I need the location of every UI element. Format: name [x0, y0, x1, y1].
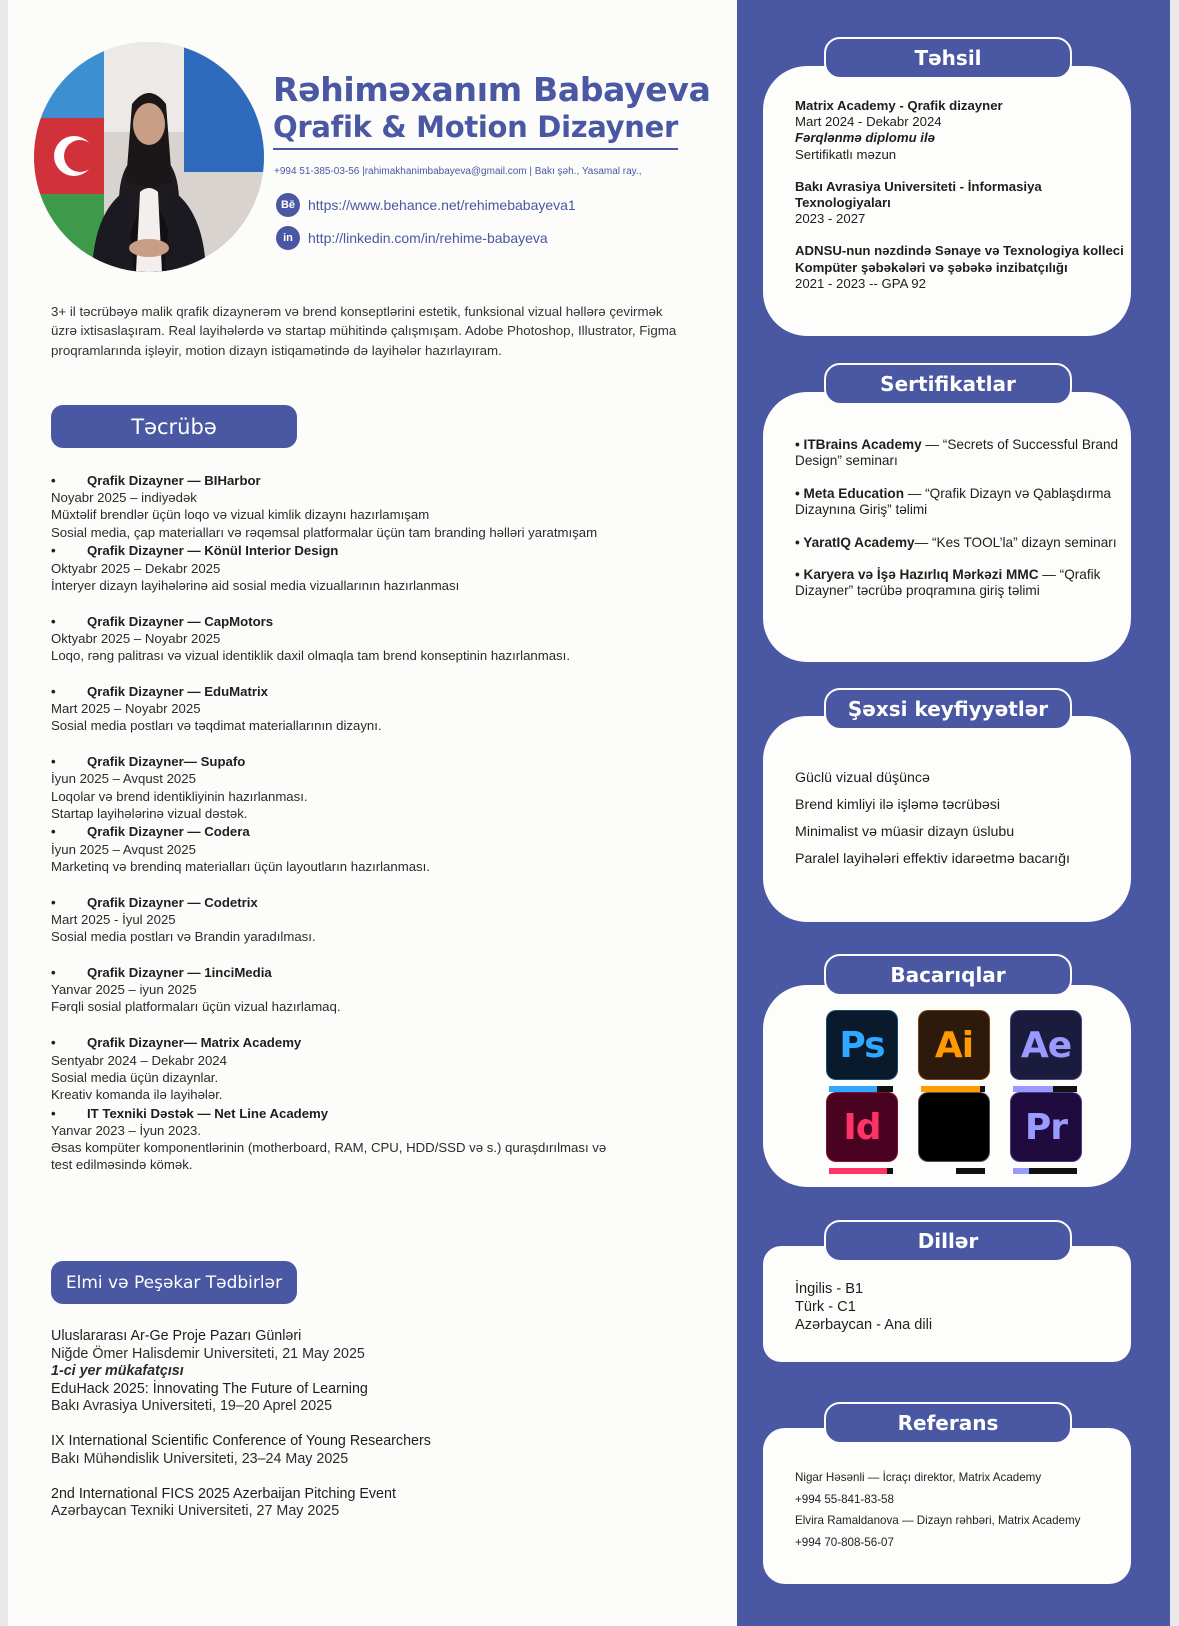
experience-description: Sosial media üçün dizaynlar. — [51, 1069, 219, 1085]
event-item — [51, 1381, 691, 1434]
experience-title — [51, 894, 721, 911]
behance-link-row — [276, 192, 576, 218]
event-place: Niğde Ömer Halisdemir Universiteti, 21 May 2025 — [51, 1345, 365, 1362]
event-item — [51, 1486, 691, 1539]
experience-date: Noyabr 2025 – indiyədək — [51, 490, 197, 506]
quality-item: Brend kimliyi ilə işləmə təcrübəsi — [795, 797, 1000, 813]
experience-title — [51, 823, 721, 840]
reference-line: +994 70-808-56-07 — [795, 1535, 894, 1549]
certificate-org: YaratIQ Academy — [803, 534, 915, 550]
experience-item — [51, 964, 721, 1034]
experience-description: Əsas kompüter komponentlərinin (motherboard, RAM, CPU, HDD/SSD və s.) quraşdırılması və — [51, 1140, 607, 1156]
indesign-icon — [826, 1092, 896, 1162]
experience-item — [51, 613, 721, 683]
experience-title — [51, 683, 721, 700]
experience-description: test edilməsində kömək. — [51, 1157, 193, 1173]
education-honor: Fərqlənmə diplomu ilə — [795, 130, 935, 146]
experience-role: Qrafik Dizayner — CapMotors — [87, 613, 274, 629]
bullet-icon: • — [51, 613, 56, 629]
experience-date: Mart 2025 – Noyabr 2025 — [51, 701, 201, 717]
experience-item — [51, 1034, 721, 1104]
experience-description: Loqolar və brend identikliyinin hazırlanması. — [51, 788, 308, 804]
language-item: Azərbaycan - Ana dili — [795, 1317, 933, 1333]
bullet-icon: • — [51, 543, 56, 559]
education-heading: Təhsil — [824, 37, 1072, 79]
figma-icon-tile — [918, 1092, 990, 1162]
event-name: 2nd International FICS 2025 Azerbaijan Pitching Event — [51, 1485, 396, 1502]
references-heading: Referans — [824, 1402, 1072, 1444]
education-list — [795, 98, 1125, 308]
bullet-icon: • — [51, 824, 56, 840]
quality-item: Minimalist və müasir dizayn üslubu — [795, 824, 1015, 840]
experience-description: Loqo, rəng palitrası və vizual identiklik daxil olmaqla tam brend konseptinin hazırlanması. — [51, 648, 570, 663]
experience-item — [51, 683, 721, 753]
event-award: 1-ci yer mükafatçısı — [51, 1363, 184, 1379]
certificate-item — [795, 567, 1125, 600]
certificate-item — [795, 535, 1125, 551]
illustrator-icon-tile: Ai — [918, 1010, 990, 1080]
experience-item — [51, 472, 721, 542]
experience-date: Oktyabr 2025 – Noyabr 2025 — [51, 630, 221, 646]
education-title: Matrix Academy - Qrafik dizayner — [795, 98, 1003, 113]
event-place: Bakı Mühəndislik Universiteti, 23–24 May 2025 — [51, 1450, 349, 1467]
experience-date: Oktyabr 2025 – Dekabr 2025 — [51, 560, 221, 576]
experience-list — [51, 472, 721, 1175]
education-date: 2021 - 2023 -- GPA 92 — [795, 275, 926, 291]
job-title: Qrafik & Motion Dizayner — [273, 110, 678, 150]
event-item — [51, 1328, 691, 1381]
photoshop-icon-tile: Ps — [826, 1010, 898, 1080]
indesign-icon-tile: Id — [826, 1092, 898, 1162]
certificate-item — [795, 437, 1125, 470]
experience-role: Qrafik Dizayner — 1inciMedia — [87, 965, 272, 981]
education-date: Mart 2024 - Dekabr 2024 — [795, 114, 942, 130]
event-item — [51, 1433, 691, 1486]
experience-title — [51, 1105, 721, 1122]
experience-heading: Təcrübə — [51, 405, 297, 448]
certificate-text: — “Secrets of Successful Brand Design” seminarı — [795, 437, 1119, 469]
bullet-icon: • — [51, 965, 56, 981]
skill-level-bar — [921, 1168, 985, 1174]
skills-heading: Bacarıqlar — [824, 954, 1072, 996]
event-place: Bakı Avrasiya Universiteti, 19–20 Aprel 2025 — [51, 1398, 333, 1415]
experience-description: Marketinq və brendinq materialları üçün layoutların hazırlanması. — [51, 858, 430, 874]
contact-info: +994 51-385-03-56 |rahimakhanimbabayeva@gmail.com | Bakı şəh., Yasamal ray., — [274, 166, 642, 177]
bullet-icon: • — [795, 567, 804, 583]
language-item: Türk - C1 — [795, 1299, 856, 1315]
certificate-text: — “Qrafik Dizayner” təcrübə proqramına giriş təlimi — [795, 567, 1101, 599]
bullet-icon: • — [795, 437, 804, 452]
photoshop-icon — [826, 1010, 896, 1080]
premiere-icon — [1010, 1092, 1080, 1162]
bullet-icon: • — [51, 1035, 56, 1051]
event-place: Azərbaycan Texniki Universiteti, 27 May 2025 — [51, 1503, 340, 1520]
skill-level-rest — [1029, 1168, 1077, 1174]
certificate-text: — “Qrafik Dizayn və Qablaşdırma Dizaynına Giriş” təlimi — [795, 485, 1111, 518]
experience-title — [51, 613, 721, 630]
full-name: Rəhiməxanım Babayeva — [273, 70, 711, 109]
experience-description: Sosial media postları və Brandin yaradılması. — [51, 929, 316, 945]
certificates-heading: Sertifikatlar — [824, 363, 1072, 405]
skill-level-rest — [956, 1168, 985, 1174]
quality-item: Güclü vizual düşüncə — [795, 770, 930, 786]
illustrator-icon — [918, 1010, 988, 1080]
reference-line: Elvira Ramaldanova — Dizayn rəhbəri, Matrix Academy — [795, 1514, 1081, 1527]
bullet-icon: • — [51, 894, 56, 910]
skill-level-fill — [1013, 1168, 1029, 1174]
experience-description: Sosial media postları və təqdimat materiallarının dizaynı. — [51, 718, 382, 734]
bullet-icon: • — [795, 485, 804, 501]
after-effects-icon — [1010, 1010, 1080, 1080]
experience-date: İyun 2025 – Avqust 2025 — [51, 841, 196, 857]
behance-icon: Bē — [276, 193, 300, 217]
behance-link[interactable]: https://www.behance.net/rehimebabayeva1 — [308, 197, 576, 213]
experience-description: Kreativ komanda ilə layihələr. — [51, 1086, 223, 1102]
bullet-icon: • — [51, 754, 56, 770]
certificate-item — [795, 486, 1125, 519]
event-name: EduHack 2025: İnnovating The Future of Learning — [51, 1380, 368, 1397]
events-heading: Elmi və Peşəkar Tədbirlər — [51, 1261, 297, 1304]
education-item — [795, 179, 1125, 228]
skill-level-fill — [829, 1168, 887, 1174]
certificate-text: — “Kes TOOL’la” dizayn seminarı — [914, 534, 1117, 550]
bullet-icon: • — [795, 534, 804, 550]
education-title: ADNSU-nun nəzdində Sənaye və Texnologiya kolleci Kompüter şəbəkələri və şəbəkə inzibatçılığı — [795, 243, 1124, 275]
education-item — [795, 98, 1125, 163]
languages-heading: Dillər — [824, 1220, 1072, 1262]
skills-grid — [826, 1010, 1086, 1175]
experience-role: Qrafik Dizayner — Codera — [87, 824, 250, 840]
experience-item — [51, 894, 721, 964]
reference-line: Nigar Həsənli — İcraçı direktor, Matrix Academy — [795, 1471, 1042, 1484]
experience-title — [51, 753, 721, 770]
bullet-icon: • — [51, 1105, 56, 1121]
reference-line: +994 55-841-83-58 — [795, 1492, 894, 1506]
experience-title — [51, 542, 721, 559]
experience-role: Qrafik Dizayner — EduMatrix — [87, 683, 269, 699]
experience-role: Qrafik Dizayner — Könül Interior Design — [87, 543, 339, 559]
language-item: İngilis - B1 — [795, 1281, 864, 1297]
experience-date: Yanvar 2023 – İyun 2023. — [51, 1122, 202, 1138]
experience-role: Qrafik Dizayner — BIHarbor — [87, 473, 261, 488]
premiere-icon-tile: Pr — [1010, 1092, 1082, 1162]
profile-summary: 3+ il təcrübəyə malik qrafik dizaynerəm və brend konseptlərini estetik, funksional vizual həllərə çevirmək üzrə ixtisaslaşıram. Real layihələrdə və startap mühitində çalışmışam. Adobe Photoshop, Illustrator, Figma proqramlarında işləyir, motion dizayn istiqamətində də layihələr hazırlayıram. — [51, 304, 677, 358]
experience-role: IT Texniki Dəstək — Net Line Academy — [87, 1105, 329, 1121]
certificate-org: Meta Education — [803, 485, 904, 501]
experience-title — [51, 472, 721, 489]
education-title: Bakı Avrasiya Universiteti - İnformasiya Texnologiyaları — [795, 178, 1042, 211]
events-list — [51, 1328, 691, 1538]
experience-description: Sosial media, çap materialları və rəqəmsal platformalar üçün tam branding həlləri yaratmışam — [51, 524, 598, 540]
figma-icon — [918, 1092, 988, 1162]
profile-photo — [34, 42, 264, 272]
linkedin-icon: in — [276, 226, 300, 250]
experience-description: Startap layihələrinə vizual dəstək. — [51, 805, 248, 821]
experience-item — [51, 753, 721, 823]
bullet-icon: • — [51, 683, 56, 699]
linkedin-link-row — [276, 225, 548, 251]
education-date: 2023 - 2027 — [795, 211, 866, 227]
languages-list — [795, 1280, 1125, 1334]
experience-title — [51, 964, 721, 981]
linkedin-link[interactable]: http://linkedin.com/in/rehime-babayeva — [308, 230, 548, 246]
skill-level-rest — [887, 1168, 893, 1174]
skill-level-bar — [829, 1168, 893, 1174]
experience-role: Qrafik Dizayner— Matrix Academy — [87, 1035, 302, 1051]
bullet-icon: • — [51, 473, 56, 488]
qualities-list — [795, 770, 1125, 878]
qualities-heading: Şəxsi keyfiyyətlər — [824, 688, 1072, 730]
after-effects-icon-tile: Ae — [1010, 1010, 1082, 1080]
experience-description: İnteryer dizayn layihələrinə aid sosial media vizuallarının hazırlanması — [51, 577, 460, 593]
experience-role: Qrafik Dizayner— Supafo — [87, 754, 246, 770]
experience-description: Müxtəlif brendlər üçün loqo və vizual kimlik dizaynı hazırlamışam — [51, 507, 430, 523]
experience-date: İyun 2025 – Avqust 2025 — [51, 771, 196, 787]
event-name: IX International Scientific Conference of Young Researchers — [51, 1433, 431, 1450]
experience-date: Sentyabr 2024 – Dekabr 2024 — [51, 1052, 227, 1068]
experience-description: Fərqli sosial platformaları üçün vizual hazırlamaq. — [51, 999, 341, 1015]
education-item — [795, 243, 1125, 292]
quality-item: Paralel layihələri effektiv idarəetmə bacarığı — [795, 851, 1070, 867]
certificate-org: ITBrains Academy — [803, 437, 922, 452]
experience-role: Qrafik Dizayner — Codetrix — [87, 894, 258, 910]
event-name: Uluslararası Ar-Ge Proje Pazarı Günləri — [51, 1328, 302, 1344]
certificate-org: Karyera və İşə Hazırlıq Mərkəzi MMC — [803, 567, 1039, 583]
experience-item — [51, 1105, 721, 1175]
education-extra: Sertifikatlı məzun — [795, 146, 897, 162]
experience-date: Mart 2025 - İyul 2025 — [51, 911, 176, 927]
experience-title — [51, 1034, 721, 1051]
skill-level-fill — [921, 1168, 956, 1174]
experience-item — [51, 542, 721, 612]
skill-level-bar — [1013, 1168, 1077, 1174]
certificates-list — [795, 437, 1125, 616]
experience-date: Yanvar 2025 – iyun 2025 — [51, 982, 197, 998]
references-list — [795, 1467, 1125, 1553]
experience-item — [51, 823, 721, 893]
